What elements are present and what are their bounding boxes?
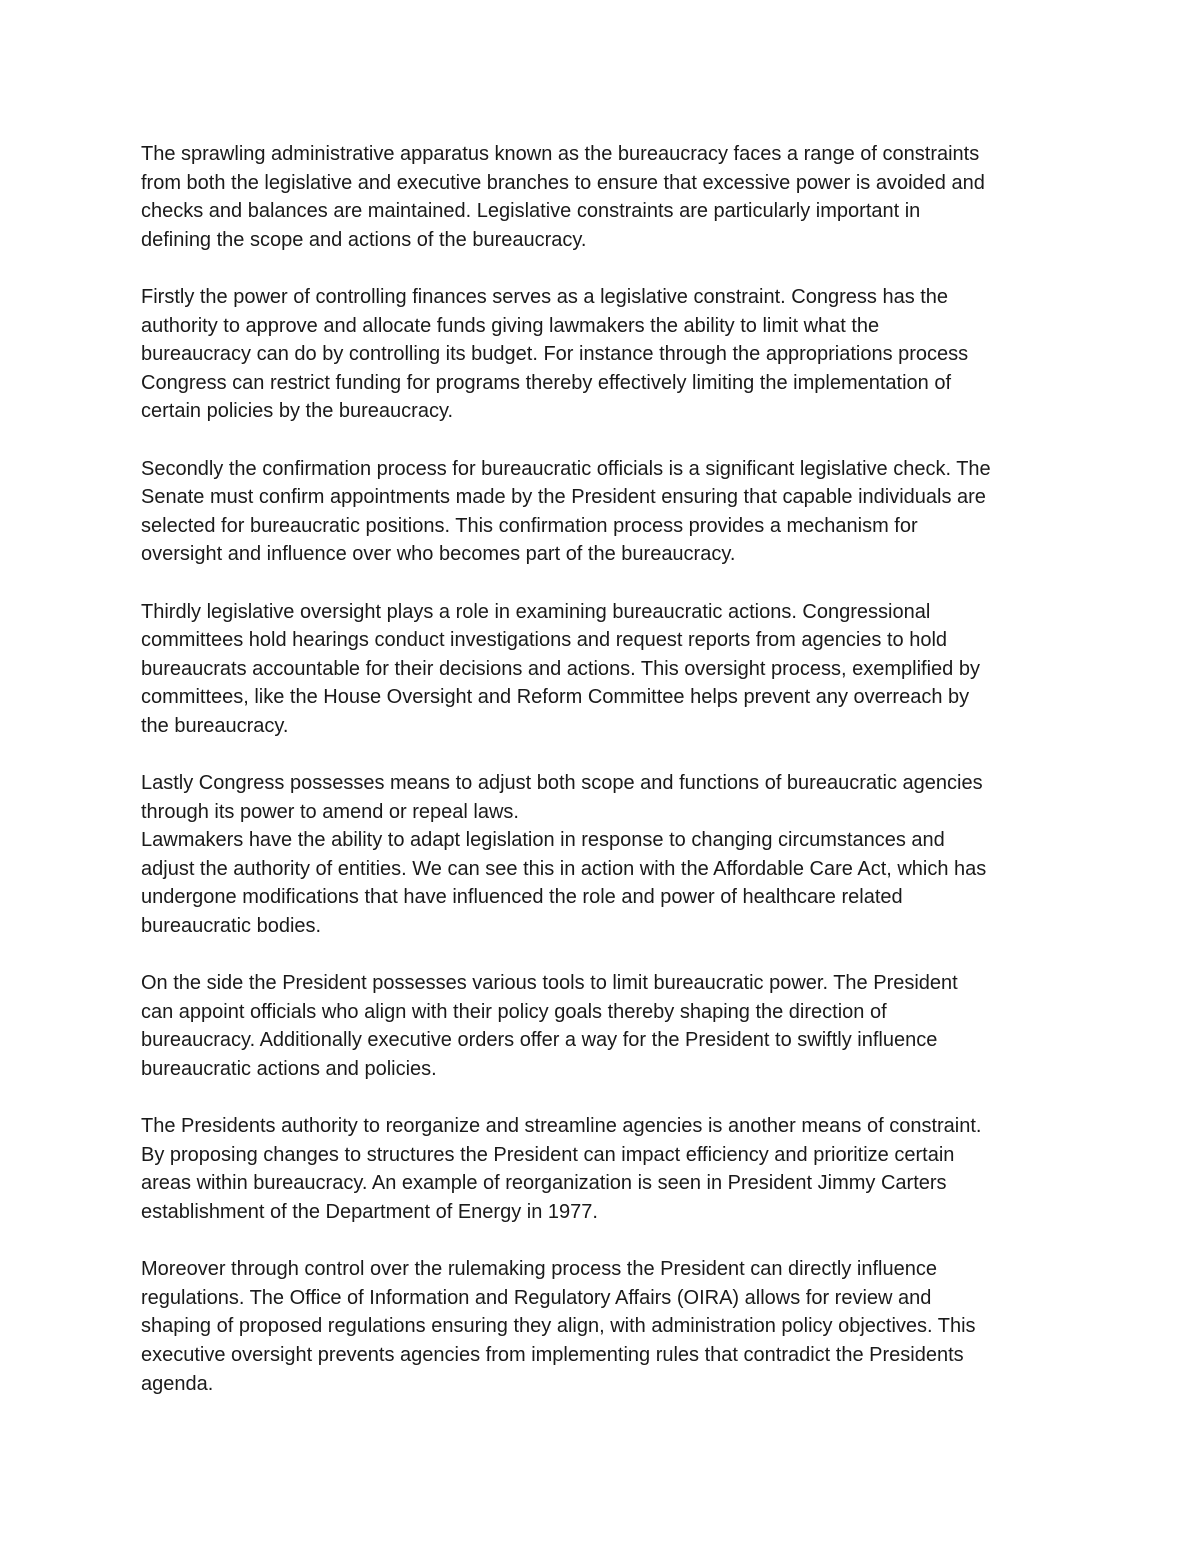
text-line: Moreover through control over the rulemaking process the President can directly influence [141, 1258, 937, 1281]
paragraph-gap [141, 426, 1071, 455]
text-line: The Presidents authority to reorganize and streamline agencies is another means of constraint. [141, 1115, 982, 1138]
text-line: executive oversight prevents agencies from implementing rules that contradict the Presidents [141, 1343, 964, 1366]
text-line: adjust the authority of entities. We can see this in action with the Affordable Care Act, which has [141, 857, 987, 880]
text-line: committees, like the House Oversight and Reform Committee helps prevent any overreach by [141, 686, 970, 709]
text-line: regulations. The Office of Information and Regulatory Affairs (OIRA) allows for review and [141, 1286, 932, 1309]
paragraph-gap [141, 254, 1071, 283]
paragraph [141, 283, 1071, 426]
paragraph-gap [141, 740, 1071, 769]
text-line: On the side the President possesses various tools to limit bureaucratic power. The President [141, 972, 958, 995]
paragraph-gap [141, 941, 1071, 970]
text-line: certain policies by the bureaucracy. [141, 400, 454, 423]
text-line: checks and balances are maintained. Legislative constraints are particularly important in [141, 200, 921, 223]
text-line: Thirdly legislative oversight plays a role in examining bureaucratic actions. Congressional [141, 600, 931, 623]
text-line: Lastly Congress possesses means to adjust both scope and functions of bureaucratic agencies [141, 772, 983, 795]
text-line: oversight and influence over who becomes part of the bureaucracy. [141, 543, 736, 566]
text-line: Lawmakers have the ability to adapt legislation in response to changing circumstances and [141, 829, 945, 852]
paragraph-gap [141, 1227, 1071, 1256]
paragraph-gap [141, 1084, 1071, 1113]
paragraph [141, 455, 1071, 569]
text-line: selected for bureaucratic positions. This confirmation process provides a mechanism for [141, 514, 918, 537]
paragraph [141, 969, 1071, 1083]
text-line: areas within bureaucracy. An example of reorganization is seen in President Jimmy Carters [141, 1172, 947, 1195]
text-line: Firstly the power of controlling finances serves as a legislative constraint. Congress has the [141, 285, 949, 308]
text-line: can appoint officials who align with their policy goals thereby shaping the direction of [141, 1000, 887, 1023]
paragraph-gap [141, 569, 1071, 598]
text-line: bureaucrats accountable for their decisions and actions. This oversight process, exemplified by [141, 657, 980, 680]
text-line: authority to approve and allocate funds giving lawmakers the ability to limit what the [141, 314, 880, 337]
text-line: The sprawling administrative apparatus known as the bureaucracy faces a range of constraints [141, 143, 980, 165]
text-line: defining the scope and actions of the bureaucracy. [141, 228, 587, 251]
text-line: undergone modifications that have influenced the role and power of healthcare related [141, 886, 903, 909]
text-line: shaping of proposed regulations ensuring they align, with administration policy objectives. This [141, 1315, 976, 1338]
paragraph [141, 1112, 1071, 1226]
text-line: Congress can restrict funding for programs thereby effectively limiting the implementation of [141, 371, 952, 394]
text-line: from both the legislative and executive branches to ensure that excessive power is avoided and [141, 171, 985, 194]
text-line: bureaucracy can do by controlling its budget. For instance through the appropriations process [141, 343, 969, 366]
paragraph [141, 1255, 1071, 1398]
paragraph [141, 140, 1071, 254]
text-line: Senate must confirm appointments made by the President ensuring that capable individuals are [141, 486, 986, 509]
text-line: agenda. [141, 1372, 214, 1395]
paragraph [141, 598, 1071, 741]
document-body [141, 140, 1071, 1398]
text-line: bureaucratic actions and policies. [141, 1058, 437, 1080]
text-line: the bureaucracy. [141, 714, 289, 737]
text-line: By proposing changes to structures the President can impact efficiency and prioritize certain [141, 1143, 955, 1166]
text-line: through its power to amend or repeal laws. [141, 800, 519, 823]
text-line: bureaucratic bodies. [141, 915, 322, 938]
text-line: committees hold hearings conduct investigations and request reports from agencies to hold [141, 629, 948, 652]
text-line: establishment of the Department of Energy in 1977. [141, 1200, 598, 1223]
paragraph [141, 769, 1071, 941]
text-line: bureaucracy. Additionally executive orders offer a way for the President to swiftly influence [141, 1029, 938, 1052]
text-line: Secondly the confirmation process for bureaucratic officials is a significant legislative check. The [141, 457, 991, 480]
